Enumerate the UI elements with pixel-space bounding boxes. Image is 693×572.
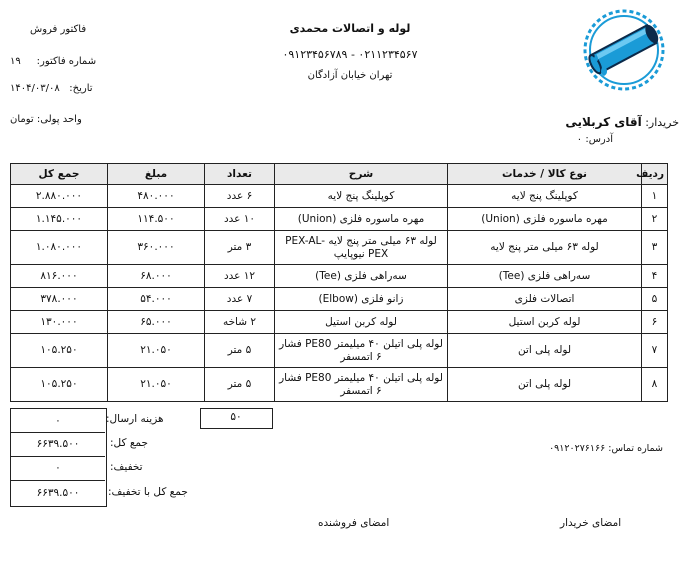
cell-row-number: ۷ (642, 334, 668, 368)
contact-phone: شماره تماس: ۰۹۱۲۰۲۷۶۱۶۶ (549, 443, 663, 454)
cell-item-type: لوله ۶۳ میلی متر پنج لایه (448, 231, 642, 265)
cell-total: ۱.۰۸۰.۰۰۰ (11, 231, 108, 265)
invoice-type: فاکتور فروش (30, 24, 87, 35)
cell-quantity: ۲ شاخه (205, 311, 275, 334)
cell-description: لوله کربن استیل (275, 311, 448, 334)
buyer-name: آقای کربلایی (565, 115, 642, 129)
cell-item-type: لوله پلی اتن (448, 368, 642, 402)
cell-total: ۱.۱۴۵.۰۰۰ (11, 208, 108, 231)
cell-item-type: سه‌راهی فلزی (Tee) (448, 265, 642, 288)
cell-price: ۵۴.۰۰۰ (108, 288, 205, 311)
cell-row-number: ۳ (642, 231, 668, 265)
company-logo (582, 8, 666, 92)
cell-description: مهره ماسوره فلزی (Union) (275, 208, 448, 231)
cell-total: ۸۱۶.۰۰۰ (11, 265, 108, 288)
cell-price: ۶۵.۰۰۰ (108, 311, 205, 334)
invoice-number-label: شماره فاکتور: (36, 56, 97, 67)
cell-item-type: لوله پلی اتن (448, 334, 642, 368)
buyer-label: خریدار: (645, 116, 679, 129)
cell-item-type: مهره ماسوره فلزی (Union) (448, 208, 642, 231)
totals-divider (10, 456, 105, 457)
sum-label: جمع کل: (110, 437, 148, 449)
table-row (11, 265, 668, 288)
invoice-number: ۱۹ (10, 56, 21, 67)
cell-quantity: ۳ متر (205, 231, 275, 265)
table-row (11, 334, 668, 368)
cell-description: لوله پلی اتیلن ۴۰ میلیمتر PE80 فشار ۶ اتمسفر (275, 334, 448, 368)
discount-label: تخفیف: (110, 461, 143, 473)
sum-value: ۶۶۳۹.۵۰۰ (36, 438, 80, 450)
cell-price: ۶۸.۰۰۰ (108, 265, 205, 288)
invoice-number-row (10, 56, 150, 67)
table-row (11, 368, 668, 402)
invoice-date: ۱۴۰۴/۰۳/۰۸ (10, 83, 60, 94)
cell-total: ۱۳۰.۰۰۰ (11, 311, 108, 334)
items-table (10, 163, 668, 402)
header-price: مبلغ (108, 164, 205, 185)
cell-quantity: ۱۲ عدد (205, 265, 275, 288)
header-total: جمع کل (11, 164, 108, 185)
invoice-date-row (10, 83, 150, 94)
header-quantity: تعداد (205, 164, 275, 185)
header-item-type: نوع کالا / خدمات (448, 164, 642, 185)
table-row (11, 185, 668, 208)
shipping-value: ۰ (55, 415, 61, 427)
final-total-label: جمع کل با تخفیف: (108, 486, 188, 498)
cell-description: سه‌راهی فلزی (Tee) (275, 265, 448, 288)
seller-signature: امضای فروشنده (318, 517, 390, 529)
cell-quantity: ۷ عدد (205, 288, 275, 311)
invoice-date-label: تاریخ: (69, 83, 93, 94)
header-description: شرح (275, 164, 448, 185)
currency-unit: واحد پولی: تومان (10, 114, 82, 125)
cell-price: ۲۱.۰۵۰ (108, 368, 205, 402)
cell-total: ۱۰۵.۲۵۰ (11, 334, 108, 368)
cell-total: ۱۰۵.۲۵۰ (11, 368, 108, 402)
cell-item-type: لوله کربن استیل (448, 311, 642, 334)
buyer-row (565, 115, 679, 129)
cell-row-number: ۲ (642, 208, 668, 231)
cell-description: لوله پلی اتیلن ۴۰ میلیمتر PE80 فشار ۶ اتمسفر (275, 368, 448, 402)
cell-row-number: ۸ (642, 368, 668, 402)
cell-price: ۲۱.۰۵۰ (108, 334, 205, 368)
company-phones: ۰۹۱۲۳۴۵۶۷۸۹ - ۰۲۱۱۲۳۴۵۶۷ (282, 48, 418, 61)
cell-description: لوله ۶۳ میلی متر پنج لایه PEX-AL-PEX نیوپایپ (275, 231, 448, 265)
cell-item-type: اتصالات فلزی (448, 288, 642, 311)
cell-quantity: ۵ متر (205, 368, 275, 402)
company-name: لوله و اتصالات محمدی (289, 22, 411, 35)
table-row (11, 231, 668, 265)
total-quantity: ۵۰ (230, 411, 242, 423)
cell-quantity: ۵ متر (205, 334, 275, 368)
cell-quantity: ۶ عدد (205, 185, 275, 208)
cell-total: ۳۷۸.۰۰۰ (11, 288, 108, 311)
discount-value: ۰ (55, 462, 61, 474)
cell-row-number: ۴ (642, 265, 668, 288)
header-row-number: ردیف (642, 164, 668, 185)
cell-item-type: کوپلینگ پنج لایه (448, 185, 642, 208)
cell-price: ۴۸۰.۰۰۰ (108, 185, 205, 208)
buyer-address: آدرس: ۰ (576, 134, 613, 145)
cell-description: زانو فلزی (Elbow) (275, 288, 448, 311)
buyer-signature: امضای خریدار (560, 517, 622, 529)
cell-row-number: ۱ (642, 185, 668, 208)
shipping-label: هزینه ارسال: (106, 413, 164, 425)
cell-price: ۱۱۴.۵۰۰ (108, 208, 205, 231)
cell-quantity: ۱۰ عدد (205, 208, 275, 231)
cell-price: ۳۶۰.۰۰۰ (108, 231, 205, 265)
cell-row-number: ۵ (642, 288, 668, 311)
table-row (11, 288, 668, 311)
cell-total: ۲.۸۸۰.۰۰۰ (11, 185, 108, 208)
totals-divider (10, 432, 105, 433)
final-total-value: ۶۶۳۹.۵۰۰ (36, 487, 80, 499)
table-header-row (11, 164, 668, 185)
totals-divider (10, 480, 105, 481)
table-row (11, 208, 668, 231)
company-address: تهران خیابان آزادگان (307, 70, 393, 81)
cell-description: کوپلینگ پنج لایه (275, 185, 448, 208)
table-row (11, 311, 668, 334)
cell-row-number: ۶ (642, 311, 668, 334)
